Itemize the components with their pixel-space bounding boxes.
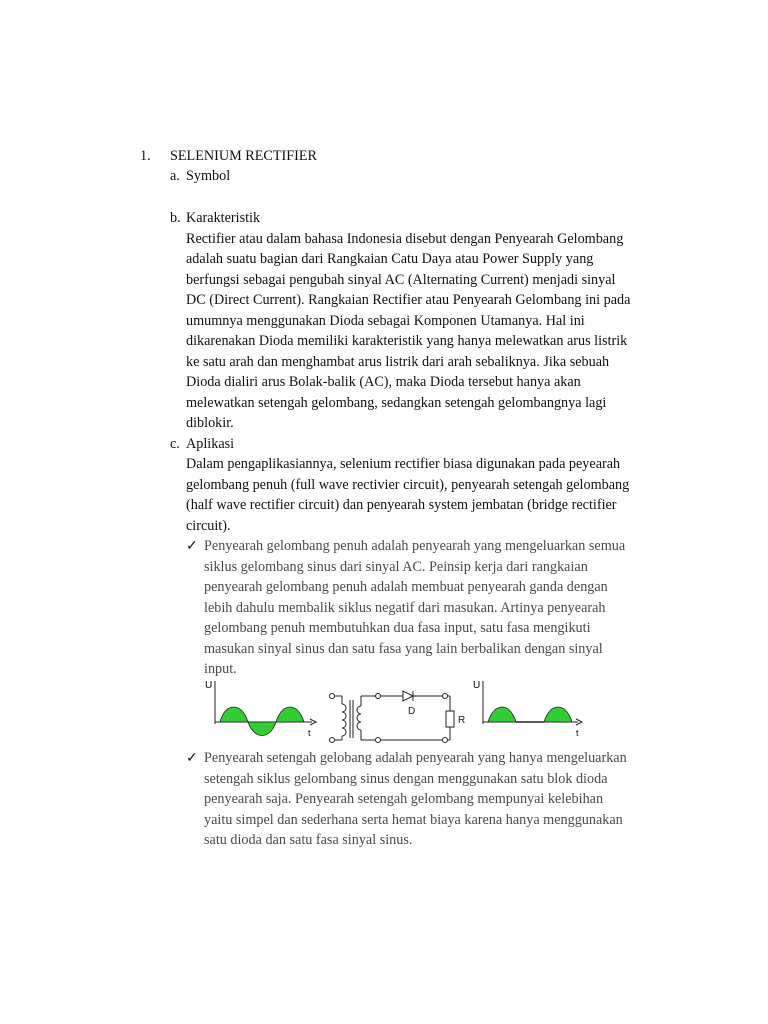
item-a-text: Symbol bbox=[186, 168, 231, 184]
aplikasi-line: (half wave rectifier circuit) dan penyearah system jembatan (bridge rectifier bbox=[186, 497, 617, 513]
bullet-line: yaitu simpel dan sederhana serta hemat biaya karena hanya menggunakan bbox=[204, 811, 623, 828]
bullet-line: setengah siklus gelombang sinus dengan menggunakan satu blok dioda bbox=[204, 770, 608, 787]
check-icon: ✓ bbox=[186, 750, 198, 766]
section-number: 1. bbox=[140, 148, 151, 164]
diode-label: D bbox=[408, 706, 416, 717]
bullet-line: masukan sinyal sinus dan satu fasa yang lain berbalikan dengan sinyal bbox=[204, 640, 603, 657]
input-axis-u: U bbox=[205, 680, 213, 691]
karakteristik-line: ke satu arah dan menghambat arus listrik dari arah sebaliknya. Jika sebuah bbox=[186, 353, 610, 370]
item-b-label: b. bbox=[170, 210, 181, 226]
karakteristik-line: diblokir. bbox=[186, 415, 234, 431]
output-half-wave bbox=[488, 707, 516, 722]
rectifier-figure bbox=[200, 676, 600, 746]
output-axis-u: U bbox=[473, 680, 481, 691]
aplikasi-line: Dalam pengaplikasiannya, selenium rectifier biasa digunakan pada peyearah bbox=[186, 456, 621, 472]
karakteristik-line: DC (Direct Current). Rangkaian Rectifier atau Penyearah Gelombang ini pada bbox=[186, 292, 631, 308]
aplikasi-line: circuit). bbox=[186, 517, 231, 534]
bullet-line: gelombang penuh membutuhkan dua fasa input, satu fasa mengikuti bbox=[204, 620, 591, 636]
karakteristik-line: Dioda dialiri arus Bolak-balik (AC), maka Dioda tersebut hanya akan bbox=[186, 374, 581, 390]
input-axis-t: t bbox=[308, 728, 311, 738]
bullet-line: Penyearah gelombang penuh adalah penyearah yang mengeluarkan semua bbox=[204, 538, 626, 554]
input-positive-half bbox=[220, 707, 248, 722]
section-title: SELENIUM RECTIFIER bbox=[170, 148, 317, 164]
input-waveform bbox=[205, 680, 316, 738]
item-c-label: c. bbox=[170, 435, 180, 452]
bullet-line: Penyearah setengah gelobang adalah penyearah yang hanya mengeluarkan bbox=[204, 750, 627, 766]
input-negative-half bbox=[248, 722, 276, 736]
resistor-label: R bbox=[458, 715, 466, 726]
output-waveform bbox=[473, 680, 582, 738]
karakteristik-line: dikarenakan Dioda memiliki karakteristik yang hanya melewatkan arus listrik bbox=[186, 333, 628, 349]
bullet-line: siklus gelombang sinus dari sinyal AC. Peinsip kerja dari rangkaian bbox=[204, 558, 588, 575]
resistor-symbol bbox=[446, 711, 454, 727]
bullet-line: penyearah gelombang penuh adalah membuat penyearah ganda dengan bbox=[204, 579, 608, 595]
item-b-heading: Karakteristik bbox=[186, 210, 261, 226]
karakteristik-line: Rectifier atau dalam bahasa Indonesia disebut dengan Penyearah Gelombang bbox=[186, 230, 624, 247]
karakteristik-line: berfungsi sebagai pengubah sinyal AC (Alternating Current) menjadi sinyal bbox=[186, 271, 616, 288]
karakteristik-line: adalah suatu bagian dari Rangkaian Catu Daya atau Power Supply yang bbox=[186, 251, 594, 267]
bullet-line: input. bbox=[204, 661, 237, 677]
output-half-wave bbox=[544, 707, 572, 722]
check-icon: ✓ bbox=[186, 538, 198, 554]
bullet-line: lebih dahulu membalik siklus negatif dari masukan. Artinya penyearah bbox=[204, 599, 606, 616]
bullet-line: satu dioda dan satu fasa sinyal sinus. bbox=[204, 832, 413, 848]
input-positive-half bbox=[276, 707, 304, 722]
aplikasi-line: gelombang penuh (full wave rectivier circuit), penyearah setengah gelombang bbox=[186, 476, 630, 493]
item-c-heading: Aplikasi bbox=[186, 435, 235, 452]
output-axis-t: t bbox=[576, 728, 579, 738]
karakteristik-line: umumnya menggunakan Dioda sebagai Komponen Utamanya. Hal ini bbox=[186, 312, 585, 329]
item-a-label: a. bbox=[170, 168, 180, 184]
bullet-line: penyearah saja. Penyearah setengah gelombang mempunyai kelebihan bbox=[204, 791, 604, 807]
rectifier-circuit bbox=[330, 691, 455, 743]
karakteristik-line: melewatkan setengah gelombang, sedangkan setengah gelombangnya lagi bbox=[186, 394, 607, 411]
diode-symbol bbox=[403, 691, 413, 701]
